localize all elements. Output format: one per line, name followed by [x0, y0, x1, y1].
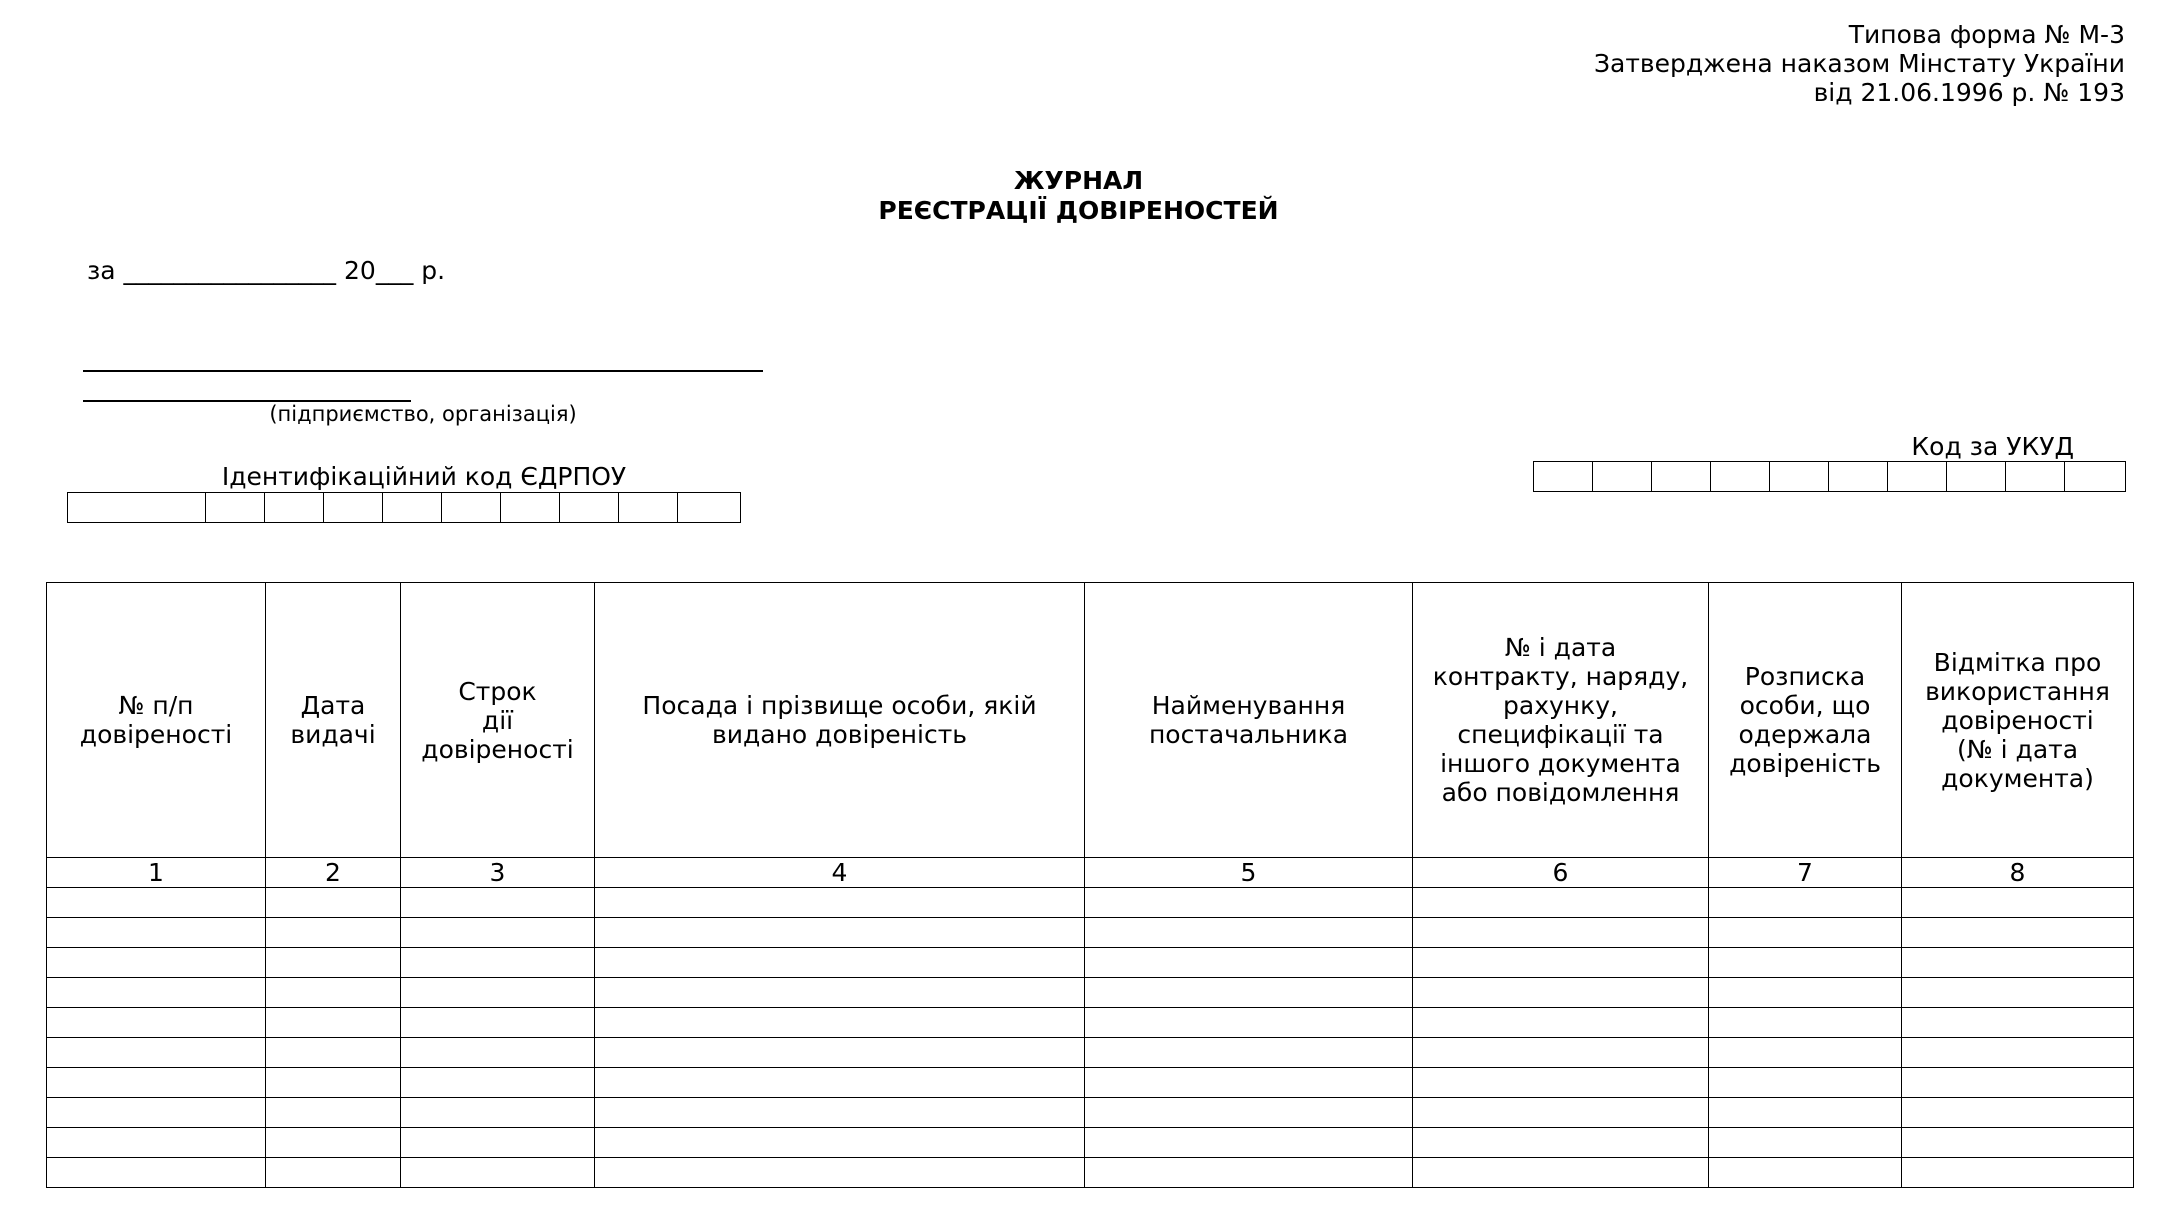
- edrpou-code-box: [265, 493, 324, 522]
- table-cell: [1413, 1098, 1709, 1128]
- table-row: [47, 1128, 2134, 1158]
- table-cell: [595, 1098, 1085, 1128]
- table-cell: [266, 1098, 401, 1128]
- column-header-7: Розписка особи, що одержала довіреність: [1709, 583, 1902, 858]
- edrpou-code-box: [678, 493, 737, 522]
- table-cell: [401, 948, 595, 978]
- table-cell: [401, 888, 595, 918]
- table-cell: [401, 918, 595, 948]
- table-cell: [401, 978, 595, 1008]
- column-number-row: [47, 858, 2134, 888]
- table-cell: [1709, 918, 1902, 948]
- table-cell: [266, 1038, 401, 1068]
- table-cell: [1085, 1068, 1413, 1098]
- table-cell: [1085, 1008, 1413, 1038]
- table-cell: [1085, 1098, 1413, 1128]
- table-cell: [595, 1038, 1085, 1068]
- table-cell: [1413, 1068, 1709, 1098]
- table-cell: [595, 1068, 1085, 1098]
- table-row: [47, 918, 2134, 948]
- column-number: 6: [1413, 858, 1709, 888]
- edrpou-code-box: [442, 493, 501, 522]
- table-cell: [47, 1068, 266, 1098]
- table-row: [47, 1038, 2134, 1068]
- table-cell: [266, 1158, 401, 1188]
- column-number: 2: [266, 858, 401, 888]
- table-cell: [595, 1158, 1085, 1188]
- ukud-code-box: [1829, 462, 1888, 491]
- table-cell: [47, 948, 266, 978]
- journal-table: [46, 582, 2134, 1188]
- table-cell: [1413, 978, 1709, 1008]
- table-cell: [1902, 1128, 2134, 1158]
- table-cell: [47, 1098, 266, 1128]
- table-cell: [595, 918, 1085, 948]
- table-cell: [1902, 888, 2134, 918]
- ukud-code-box: [1947, 462, 2006, 491]
- edrpou-label: Ідентифікаційний код ЄДРПОУ: [221, 462, 627, 491]
- ukud-code-box: [1711, 462, 1770, 491]
- ukud-label: Код за УКУД: [1911, 432, 2074, 461]
- ukud-code-box: [2006, 462, 2065, 491]
- table-cell: [1709, 1098, 1902, 1128]
- table-cell: [266, 948, 401, 978]
- approval-date-line: від 21.06.1996 р. № 193: [1813, 78, 2125, 107]
- table-cell: [266, 978, 401, 1008]
- table-row: [47, 888, 2134, 918]
- table-cell: [1085, 978, 1413, 1008]
- table-cell: [1413, 1128, 1709, 1158]
- ukud-code-box: [1593, 462, 1652, 491]
- table-cell: [1085, 1038, 1413, 1068]
- table-cell: [47, 1038, 266, 1068]
- table-cell: [595, 1128, 1085, 1158]
- table-cell: [401, 1128, 595, 1158]
- column-header-2: Дата видачі: [266, 583, 401, 858]
- table-cell: [595, 948, 1085, 978]
- table-cell: [1902, 1098, 2134, 1128]
- table-cell: [1085, 948, 1413, 978]
- edrpou-code-box: [560, 493, 619, 522]
- edrpou-code-box: [501, 493, 560, 522]
- column-number: 1: [47, 858, 266, 888]
- table-cell: [47, 1158, 266, 1188]
- table-cell: [266, 1128, 401, 1158]
- table-cell: [1709, 1158, 1902, 1188]
- table-cell: [401, 1098, 595, 1128]
- title-line-1: ЖУРНАЛ: [1013, 166, 1144, 195]
- column-header-5: Найменування постачальника: [1085, 583, 1413, 858]
- form-type-line: Типова форма № М-3: [1848, 20, 2125, 49]
- approval-order-line: Затверджена наказом Мінстату України: [1593, 49, 2125, 78]
- table-cell: [1413, 1158, 1709, 1188]
- column-number: 5: [1085, 858, 1413, 888]
- table-cell: [1902, 948, 2134, 978]
- period-field: за _________________ 20___ р.: [87, 256, 446, 285]
- table-cell: [401, 1038, 595, 1068]
- edrpou-code-box: [383, 493, 442, 522]
- table-cell: [1413, 888, 1709, 918]
- table-cell: [1902, 1038, 2134, 1068]
- enterprise-caption: (підприємство, організація): [269, 402, 577, 426]
- ukud-code-box: [1888, 462, 1947, 491]
- table-cell: [1413, 918, 1709, 948]
- table-cell: [1413, 1038, 1709, 1068]
- table-cell: [266, 1008, 401, 1038]
- column-number: 8: [1902, 858, 2134, 888]
- table-cell: [1902, 1158, 2134, 1188]
- column-header-3: Строк дії довіреності: [401, 583, 595, 858]
- table-cell: [1413, 948, 1709, 978]
- table-cell: [1709, 1038, 1902, 1068]
- table-row: [47, 1158, 2134, 1188]
- table-cell: [1709, 948, 1902, 978]
- table-cell: [1709, 978, 1902, 1008]
- table-cell: [595, 1008, 1085, 1038]
- table-row: [47, 1068, 2134, 1098]
- table-cell: [1902, 918, 2134, 948]
- column-number: 7: [1709, 858, 1902, 888]
- table-cell: [1709, 888, 1902, 918]
- enterprise-line-1: [83, 370, 763, 372]
- table-cell: [47, 1128, 266, 1158]
- title-line-2: РЕЄСТРАЦІЇ ДОВІРЕНОСТЕЙ: [878, 196, 1279, 225]
- approval-stamp: [1225, 20, 2125, 107]
- ukud-code-box: [1534, 462, 1593, 491]
- edrpou-code-box: [619, 493, 678, 522]
- table-cell: [1085, 888, 1413, 918]
- header-row: [47, 583, 2134, 858]
- table-cell: [266, 918, 401, 948]
- table-cell: [1709, 1008, 1902, 1038]
- edrpou-code-boxes: [67, 492, 741, 523]
- table-cell: [401, 1158, 595, 1188]
- table-row: [47, 978, 2134, 1008]
- table-cell: [1085, 1158, 1413, 1188]
- column-header-6: № і дата контракту, наряду, рахунку, специфікації та іншого документа або повідомлення: [1413, 583, 1709, 858]
- table-cell: [595, 978, 1085, 1008]
- table-cell: [1709, 1128, 1902, 1158]
- table-cell: [1902, 978, 2134, 1008]
- table-cell: [1085, 918, 1413, 948]
- table-cell: [47, 918, 266, 948]
- column-number: 3: [401, 858, 595, 888]
- table-cell: [47, 1008, 266, 1038]
- edrpou-code-box: [324, 493, 383, 522]
- column-header-4: Посада і прізвище особи, якій видано довіреність: [595, 583, 1085, 858]
- table-cell: [595, 888, 1085, 918]
- table-cell: [401, 1008, 595, 1038]
- edrpou-code-box: [206, 493, 265, 522]
- table-cell: [1085, 1128, 1413, 1158]
- ukud-code-box: [1770, 462, 1829, 491]
- table-cell: [266, 1068, 401, 1098]
- column-header-8: Відмітка про використання довіреності (№ і дата документа): [1902, 583, 2134, 858]
- table-cell: [401, 1068, 595, 1098]
- column-number: 4: [595, 858, 1085, 888]
- ukud-code-box: [2065, 462, 2124, 491]
- table-row: [47, 948, 2134, 978]
- table-cell: [47, 888, 266, 918]
- table-cell: [1902, 1008, 2134, 1038]
- ukud-code-boxes: [1533, 461, 2126, 492]
- column-header-1: № п/п довіреності: [47, 583, 266, 858]
- table-row: [47, 1098, 2134, 1128]
- document-title: [0, 166, 2157, 226]
- table-cell: [266, 888, 401, 918]
- table-cell: [1413, 1008, 1709, 1038]
- table-cell: [1709, 1068, 1902, 1098]
- table-row: [47, 1008, 2134, 1038]
- ukud-code-box: [1652, 462, 1711, 491]
- edrpou-code-box: [68, 493, 206, 522]
- table-cell: [1902, 1068, 2134, 1098]
- table-cell: [47, 978, 266, 1008]
